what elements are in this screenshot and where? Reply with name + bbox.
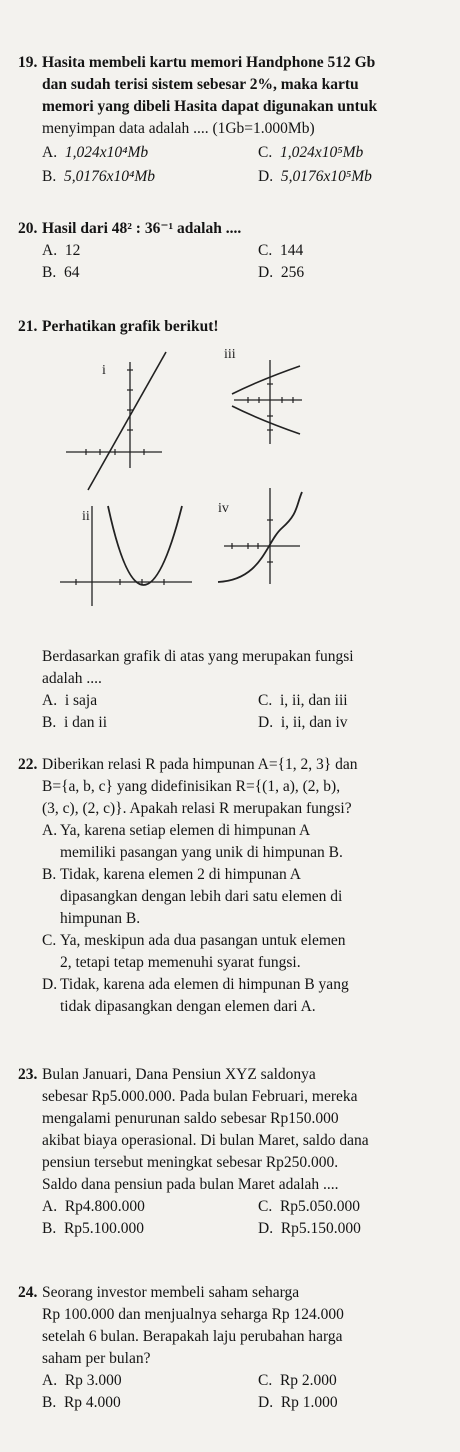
stem-line: memori yang dibeli Hasita dapat digunakan untuk (42, 98, 378, 115)
option-c[interactable]: C. i, ii, dan iii (258, 692, 348, 709)
stem-line: Rp 100.000 dan menjualnya seharga Rp 124.000 (42, 1306, 344, 1323)
question-23 (18, 1064, 448, 1240)
stem-line: akibat biaya operasional. Di bulan Maret, saldo dana (42, 1132, 369, 1149)
option-c[interactable]: C. Ya, meskipun ada dua pasangan untuk elemen 2, tetapi tetap memenuhi syarat fungsi. (42, 932, 346, 971)
option-b[interactable]: B. 64 (42, 264, 80, 281)
option-b[interactable]: B. i dan ii (42, 714, 108, 731)
graph-iv (218, 488, 302, 584)
graph-label: iv (218, 501, 229, 516)
stem-line: Berdasarkan grafik di atas yang merupakan fungsi (42, 648, 354, 665)
stem-line: Diberikan relasi R pada himpunan A={1, 2, 3} dan (42, 756, 358, 773)
option-d[interactable]: D. 256 (258, 264, 305, 281)
stem-line: adalah .... (42, 670, 102, 687)
question-number: 20. (18, 220, 38, 237)
axis-ticks (232, 520, 273, 562)
option-a[interactable]: A. Ya, karena setiap elemen di himpunan A memiliki pasangan yang unik di himpunan B. (42, 822, 343, 861)
question-22 (18, 754, 448, 1018)
option-a[interactable]: A. i saja (42, 692, 98, 709)
option-b[interactable]: B. 5,0176x10⁴Mb (42, 168, 156, 185)
sideways-curve (232, 406, 300, 434)
option-a[interactable]: A. Rp4.800.000 (42, 1198, 145, 1215)
function-graphs (0, 340, 460, 640)
option-a[interactable]: A. 1,024x10⁴Mb (42, 144, 149, 161)
option-d[interactable]: D. i, ii, dan iv (258, 714, 348, 731)
question-number: 22. (18, 756, 38, 773)
stem-line: dan sudah terisi sistem sebesar 2%, maka kartu (42, 76, 359, 93)
option-b[interactable]: B. Rp 4.000 (42, 1394, 121, 1411)
stem-line: sebesar Rp5.000.000. Pada bulan Februari, mereka (42, 1088, 358, 1105)
option-b[interactable]: B. Tidak, karena elemen 2 di himpunan A dipasangkan dengan lebih dari satu elemen di himpunan B. (42, 866, 343, 927)
stem-line: setelah 6 bulan. Berapakah laju perubahan harga (42, 1328, 343, 1345)
option-d[interactable]: D. Rp 1.000 (258, 1394, 338, 1411)
graph-label: ii (82, 509, 90, 524)
s-curve (218, 492, 302, 582)
question-number: 23. (18, 1066, 38, 1083)
stem-line: saham per bulan? (42, 1350, 151, 1367)
stem-line: Seorang investor membeli saham seharga (42, 1284, 300, 1301)
option-c[interactable]: C. Rp5.050.000 (258, 1198, 361, 1215)
parabola (108, 506, 182, 585)
option-d[interactable]: D. 5,0176x10⁵Mb (258, 168, 372, 185)
graph-line (88, 352, 166, 490)
stem-line: mengalami penurunan saldo sebesar Rp150.000 (42, 1110, 339, 1127)
stem-line: pensiun tersebut meningkat sebesar Rp250.000. (42, 1154, 339, 1171)
graph-label: i (102, 363, 106, 378)
sideways-curve (232, 366, 300, 394)
graph-ii (60, 506, 192, 606)
question-stem (42, 52, 448, 140)
question-21-body (18, 646, 448, 734)
stem-line: Hasita membeli kartu memori Handphone 512 Gb (42, 54, 376, 71)
question-number: 24. (18, 1284, 38, 1301)
option-d[interactable]: D. Tidak, karena ada elemen di himpunan B yang tidak dipasangkan dengan elemen dari A. (42, 976, 349, 1015)
option-a[interactable]: A. Rp 3.000 (42, 1372, 122, 1389)
question-20 (18, 218, 448, 284)
graph-i (66, 352, 166, 490)
option-c[interactable]: C. 144 (258, 242, 304, 259)
stem-line: Hasil dari 48² : 36⁻¹ adalah .... (42, 220, 242, 237)
stem-line: Saldo dana pensiun pada bulan Maret adalah .... (42, 1176, 339, 1193)
stem-line: B={a, b, c} yang didefinisikan R={(1, a), (2, b), (42, 778, 341, 795)
question-24 (18, 1282, 448, 1414)
option-b[interactable]: B. Rp5.100.000 (42, 1220, 145, 1237)
option-a[interactable]: A. 12 (42, 242, 81, 259)
question-19 (18, 52, 448, 188)
stem-line: (3, c), (2, c)}. Apakah relasi R merupakan fungsi? (42, 800, 352, 817)
stem-line: Perhatikan grafik berikut! (42, 318, 219, 335)
graph-iii (224, 347, 302, 444)
option-c[interactable]: C. Rp 2.000 (258, 1372, 337, 1389)
option-c[interactable]: C. 1,024x10⁵Mb (258, 144, 364, 161)
stem-line: menyimpan data adalah .... (1Gb=1.000Mb) (42, 120, 315, 137)
question-21 (18, 316, 448, 338)
question-number: 21. (18, 318, 38, 335)
question-number: 19. (18, 54, 38, 71)
option-d[interactable]: D. Rp5.150.000 (258, 1220, 361, 1237)
stem-line: Bulan Januari, Dana Pensiun XYZ saldonya (42, 1066, 316, 1083)
graph-label: iii (224, 347, 236, 362)
